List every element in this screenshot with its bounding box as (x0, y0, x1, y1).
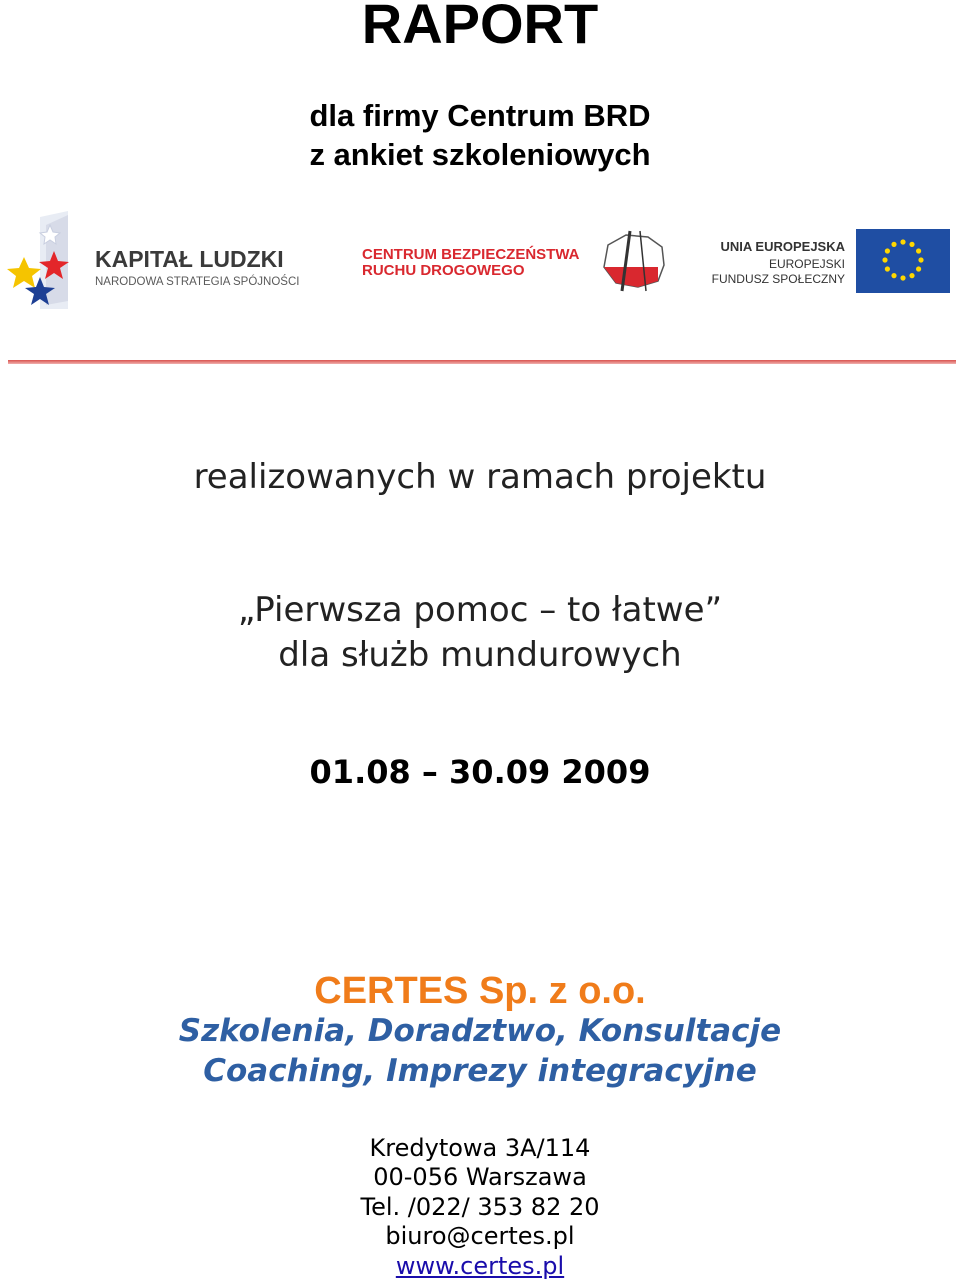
kapital-ludzki-tagline: NARODOWA STRATEGIA SPÓJNOŚCI (95, 276, 300, 288)
centrum-brd-logo (362, 231, 664, 291)
company-phone: Tel. /022/ 353 82 20 (360, 1193, 600, 1221)
logo-divider-line (8, 360, 956, 364)
centrum-brd-line2: RUCHU DROGOWEGO (362, 262, 525, 279)
eu-line3: FUNDUSZ SPOŁECZNY (711, 272, 845, 286)
kapital-ludzki-logo (7, 211, 299, 309)
partner-logos (0, 205, 960, 370)
company-services-line1: Szkolenia, Doradztwo, Konsultacje (178, 1013, 782, 1049)
report-subtitle-line2: z ankiet szkoleniowych (309, 137, 651, 172)
company-website-row (0, 1252, 960, 1282)
company-email: biuro@certes.pl (385, 1222, 575, 1250)
project-name-line2: dla służb mundurowych (278, 635, 682, 675)
company-city: 00-056 Warszawa (373, 1163, 587, 1191)
kapital-ludzki-name: KAPITAŁ LUDZKI (95, 246, 284, 272)
centrum-brd-line1: CENTRUM BEZPIECZEŃSTWA (362, 246, 580, 263)
project-dates: 01.08 – 30.09 2009 (309, 753, 651, 791)
company-website-link[interactable]: www.certes.pl (395, 1252, 565, 1280)
company-name: CERTES Sp. z o.o. (314, 970, 646, 1012)
company-address: Kredytowa 3A/114 (369, 1134, 591, 1162)
project-intro: realizowanych w ramach projektu (193, 457, 767, 497)
eu-line1: UNIA EUROPEJSKA (720, 239, 845, 254)
partner-logos-band (0, 205, 960, 370)
project-name-line1: „Pierwsza pomoc – to łatwe” (237, 590, 723, 630)
eu-flag-icon (856, 229, 950, 293)
company-services-line2: Coaching, Imprezy integracyjne (203, 1053, 757, 1089)
star-yellow-icon (7, 257, 41, 288)
eu-line2: EUROPEJSKI (768, 257, 845, 271)
report-title: RAPORT (361, 0, 599, 55)
eu-logo (712, 229, 950, 293)
report-subtitle-line1: dla firmy Centrum BRD (309, 98, 651, 133)
